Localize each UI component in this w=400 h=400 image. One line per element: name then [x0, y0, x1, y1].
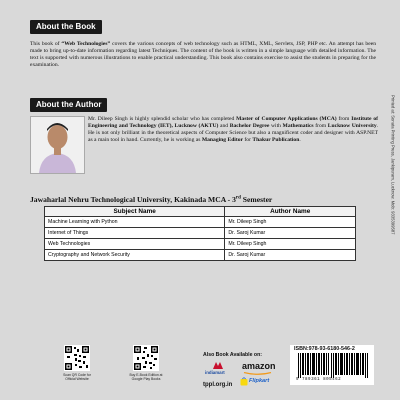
subject-cell: Internet of Things [45, 228, 225, 239]
author-cell: Dr. Saroj Kumar [225, 250, 356, 261]
subject-cell: Cryptography and Network Security [45, 250, 225, 261]
about-author-heading: About the Author [30, 98, 107, 112]
website-qr-icon [64, 345, 90, 371]
table-header-row [45, 207, 356, 217]
about-book-heading: About the Book [30, 20, 102, 34]
subjects-table [44, 206, 356, 261]
website-qr-caption: Scan QR Code for Official Website [63, 373, 91, 381]
subject-cell: Web Technologies [45, 239, 225, 250]
barcode-digits: 9 789361 805462 [296, 378, 342, 382]
author-cell: Dr. Saroj Kumar [225, 228, 356, 239]
also-available-label: Also Book Available on: [203, 352, 262, 358]
google-play-qr-caption: Buy E-Book Edition at Google Play Books [129, 373, 163, 381]
table-row [45, 239, 356, 250]
indiamart-logo-icon [212, 361, 224, 370]
table-header-subject: Subject Name [45, 207, 225, 217]
printer-info: Printed at: Sonata Printing Press, Jankipuram, Lucknow. Mob: 9335399587 [390, 95, 396, 235]
printer-sidebar [388, 30, 398, 300]
author-cell: Mr. Dileep Singh [225, 217, 356, 228]
author-cell: Mr. Dileep Singh [225, 239, 356, 250]
table-header-author: Author Name [225, 207, 356, 217]
author-photo [30, 116, 85, 174]
flipkart-logo: Flipkart [249, 378, 270, 384]
barcode-icon [298, 353, 370, 378]
subject-cell: Machine Learning with Python [45, 217, 225, 228]
about-book-paragraph: This book of “Web Technologies” covers the various concepts of web technology such as HTML, XML, Servlets, JSP, PHP etc. An attempt has been made to bring up-to-date information regarding latest Techniques. The content of the book is written in a simple language with detailed information. The text is supported with numerous illustrations to enable practical understanding. This book also contains exercise to assist the students in preparing for the examination. [30, 41, 376, 68]
google-play-qr-icon [133, 345, 159, 371]
table-row [45, 228, 356, 239]
amazon-smile-icon [243, 372, 273, 376]
indiamart-logo: indiamart [205, 370, 225, 375]
university-title: Jawaharlal Nehru Technological University, Kakinada MCA - 3rd Semester [30, 195, 273, 204]
about-author-paragraph: Mr. Dileep Singh is highly splendid scholar who has completed Master of Computer Applications (MCA) from Institute of Engineering and Technology (IET), Lucknow (AKTU) and Bachelor Degree with Mathematics from Lucknow University. He is not only brilliant in the theoretical aspects of Computer Science but also a magnificent coder and designer with ASP.NET as a main tool in hand. Currently, he is working as Managing Editor for Thakur Publication. [88, 116, 379, 143]
table-row [45, 217, 356, 228]
flipkart-bag-icon [240, 377, 248, 386]
table-row [45, 250, 356, 261]
website-url: tppl.org.in [203, 382, 233, 388]
isbn-label: ISBN:978-93-6180-546-2 [294, 346, 355, 352]
amazon-logo: amazon [242, 361, 276, 371]
